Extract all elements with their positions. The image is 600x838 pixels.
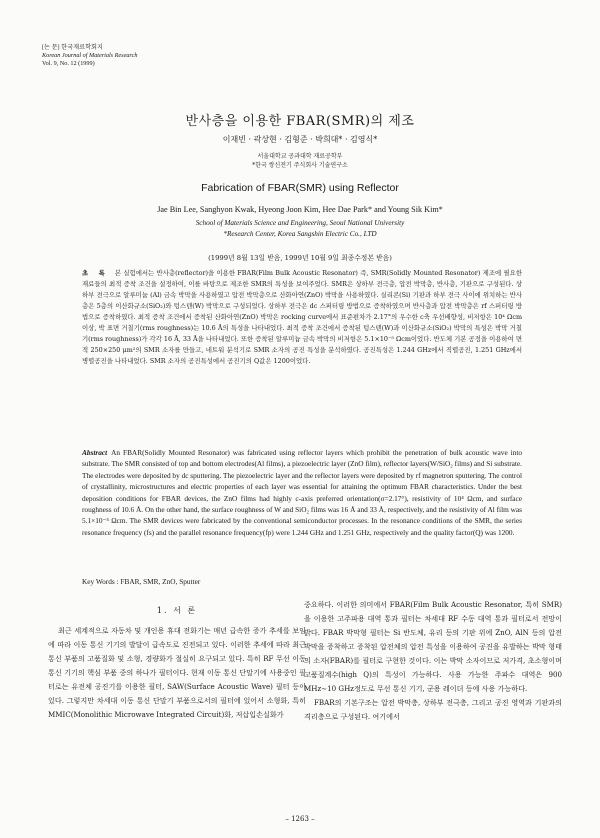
body-paragraph: 중요하다. 이러한 의미에서 FBAR(Film Bulk Acoustic Resonator, 특히 SMR)을 이용한 고주파용 대역 통과 필터는 차세대 RF 수동 대역 통과 필터로서 전망이 밝다. FBAR 박막형 필터는 Si 반도체, 유리 등의 기판 위에 ZnO, AlN 등의 압전 박막을 증착하고 증착된 압전체의 압전 특성을 이용하여 공진을 유발하는 박막 형태의 소자(FBAR)를 필터로 구현한 것이다. 이는 박막 소자이므로 저가격, 초소형이며 고품질계수(high Q)의 특성이 가능하다. 사용 가능한 주파수 대역은 900 MHz∼10 GHz정도로 무선 통신 기기, 군용 레이더 등에 사용 가능하다. — [304, 600, 562, 693]
paper-title-english: Fabrication of FBAR(SMR) using Reflector — [201, 182, 399, 194]
abstract-korean-label: 초 록 — [82, 269, 109, 277]
affiliation-1-english: School of Materials Science and Engineering, Seoul National University — [195, 219, 405, 227]
body-right-column — [304, 598, 562, 724]
abstract-korean-text: 본 실험에서는 반사층(reflector)을 이용한 FBAR(Film Bulk Acoustic Resonator) 즉, SMR(Solidly Mounted Resonator) 제조에 필요한 재료들의 최적 증착 조건을 설정하여, 이를 바탕으로 제조한 SMR의 특성을 보여주었다. SMR은 상하부 전극층, 압전 박막층, 반사층, 기판으로 구성된다. 상하부 전극으로 알루미늄 (Al) 금속 박막을 사용하였고 압전 박막층으로 산화아연(ZnO) 박막을 사용하였다. 실리콘(Si) 기판과 하부 전극 사이에 위치하는 반사층은 5층의 이산화규소(SiO₂)와 텅스텐(W) 박막으로 구성되었다. 상하부 전극은 dc 스퍼터링 방법으로 증착하였으며 반사층과 압전 박막층은 rf 스퍼터링 방법으로 증착하였다. 최적 증착 조건에서 증착된 산화아연(ZnO) 박막은 rocking curve에서 표준편차가 2.17°의 우수한 c축 우선배향성, 비저항은 10⁴ Ωcm이상, 박 표면 거칠기(rms roughness)는 10.6 Å의 특성을 나타내었다. 최적 증착 조건에서 증착된 텅스텐(W)과 이산화규소(SiO₂) 박막의 특성은 박막 거칠기(rms roughness)가 각각 16 Å, 33 Å을 나타내었다. 또한 증착된 알루미늄 금속 박막의 비저항은 5.1×10⁻⁵ Ωcm이었다. 반도체 기본 공정을 이용하여 면적 250×250 μm²의 SMR 소자를 만들고, 네트워 분석기로 SMR 소자의 공진 특성을 분석하였다. 공진특성은 1.244 GHz에서 직렬공진, 1.251 GHz에서 병렬공진을 나타내었다. SMR 소자의 공진특성에서 공진기의 Q값은 1200이었다. — [82, 269, 522, 365]
affiliation-2-korean: *한국 쌍신전기 주식회사 기술연구소 — [252, 162, 348, 169]
abstract-english-text: An FBAR(Solidly Mounted Resonator) was fabricated using reflector layers which prohibit the penetration of bulk acoustic wave into substrate. The SMR consisted of top and bottom electrodes(Al films), a piezoelectric layer (ZnO film), reflector layers(W/SiO₂ films) and Si substrate. The electrodes were deposited by dc sputtering. The piezoelectric layer and the reflector layers were deposited by rf magnetron sputtering. The control of crystallinity, microstructures and electric properties of each layer was essential for attaining the optimum FBAR characteristics. Under the best deposition conditions for FBAR devices, the ZnO films had highly c-axis preferred orientation(σ=2.17°), resistivity of 10⁴ Ωcm, and surface roughness of 10.6 Å. On the other hand, the surface roughness of W and SiO₂ films was 16 Å and 33 Å, respectively, and the resistivity of Al film was 5.1×10⁻⁵ Ωcm. The SMR devices were fabricated by the conventional semiconductor processes. In the resonance conditions of the SMR, the series resonance frequency (fs) and the parallel resonance frequency(fp) were 1.244 GHz and 1.251 GHz, respectively and the quality factor(Q) was 1200. — [82, 448, 522, 537]
affiliation-2-english: *Research Center, Korea Sangshin Electric Co., LTD — [223, 230, 377, 238]
body-paragraph: FBAR의 기본구조는 압전 박막층, 상하부 전극층, 그리고 공진 영역과 기판과의 격리층으로 구성된다. 여기에서 — [304, 698, 562, 721]
abstract-korean — [82, 268, 522, 367]
received-dates: (1999년 8월 13일 받음, 1999년 10월 9일 최종수정본 받음) — [208, 254, 392, 262]
body-paragraph: 최근 세계적으로 자동차 및 개인용 휴대 전화기는 매년 급속한 증가 추세를 보임에 따라 이동 통신 기기의 발달이 급속도로 진전되고 있다. 이러한 추세에 따라 최근 통신 부품의 고품질화 및 소형, 경량화가 절실히 요구되고 있다. 특히 RF 무선 이동 통신 기기의 핵심 부품 중의 하나가 필터이다. 현재 이동 통신 단말기에 사용중인 필터로는 유전체 공진기를 이용한 필터, SAW(Surface Acoustic Wave) 필터 등이 있다. 그렇지만 차세대 이동 통신 단말기 부품으로서의 필터에 있어서 소형화, 특히 MMIC(Monolithic Microwave Integrated Circuit)화, 저삽입손실화가 — [48, 626, 306, 719]
journal-header-english: Korean Journal of Materials Research — [42, 52, 138, 59]
abstract-english-label: Abstract — [82, 448, 108, 457]
section-heading-introduction: 1. 서 론 — [156, 606, 198, 615]
journal-header — [42, 44, 137, 68]
authors-english: Jae Bin Lee, Sanghyon Kwak, Hyeong Joon Kim, Hee Dae Park* and Young Sik Kim* — [157, 205, 443, 214]
affiliation-1-korean: 서울대학교 공과대학 재료공학부 — [257, 153, 343, 160]
journal-volume: Vol. 9, No. 12 (1999) — [42, 60, 95, 67]
authors-korean: 이재빈 · 곽상현 · 김형준 · 박희대* · 김영식* — [222, 135, 378, 144]
paper-title-korean: 반사층을 이용한 FBAR(SMR)의 제조 — [185, 114, 415, 129]
keywords: Key Words : FBAR, SMR, ZnO, Sputter — [82, 577, 201, 586]
abstract-english — [82, 447, 522, 538]
journal-header-korean: [논 문] 한국재료학회지 — [42, 44, 104, 51]
page-number: – 1263 – — [285, 815, 315, 823]
body-left-column — [48, 604, 306, 722]
